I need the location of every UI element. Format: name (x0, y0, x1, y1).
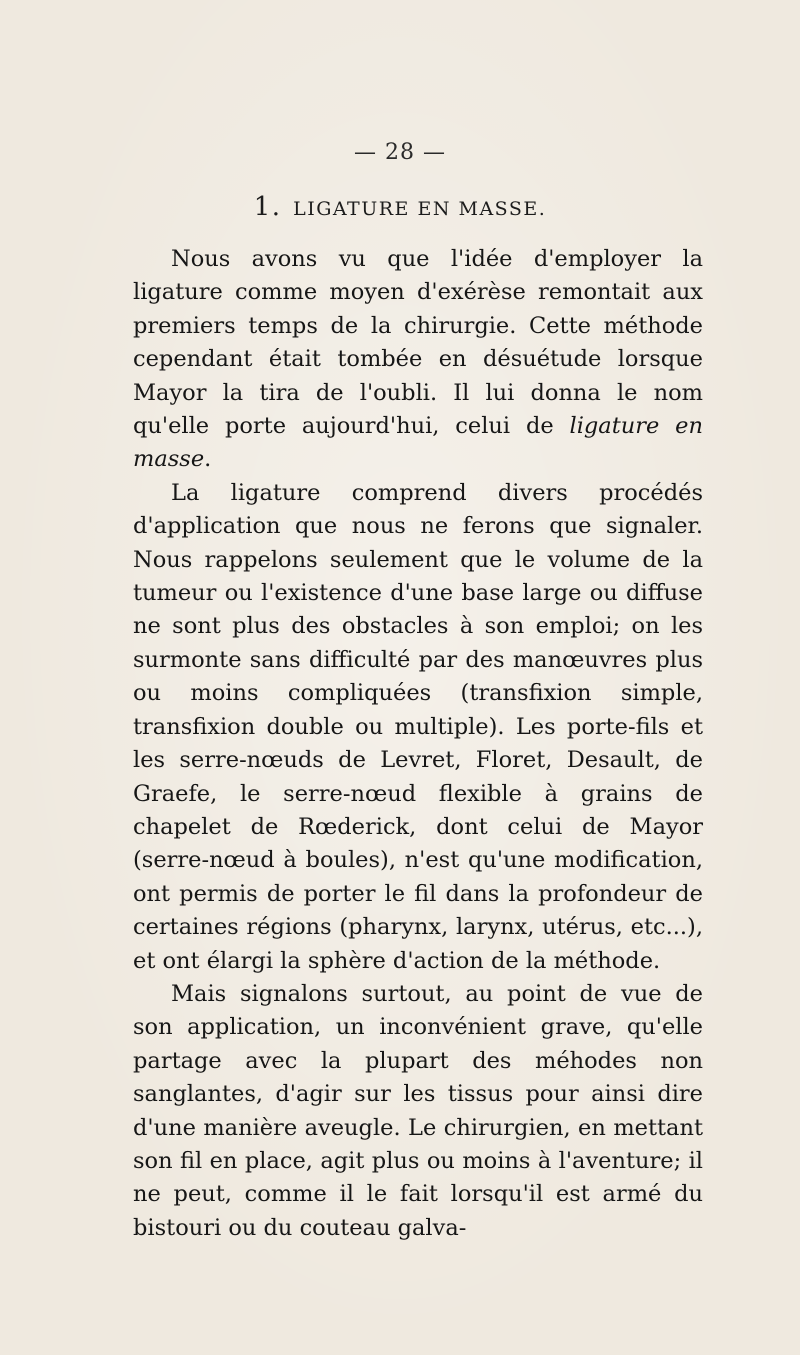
body-text (133, 243, 703, 1245)
paragraph-1 (133, 243, 703, 477)
paragraph-1-end: . (204, 446, 212, 473)
section-heading (0, 192, 800, 222)
paragraph-3: Mais signalons surtout, au point de vue de son application, un inconvénient grave, qu'elle partage avec la plupart des méhodes non sanglantes, d'agir sur les tissus pour ainsi dire d'une manière aveugle. Le chirurgien, en mettant son fil en place, agit plus ou moins à l'aventure; il ne peut, comme il le fait lorsqu'il est armé du bistouri ou du couteau galva- (133, 980, 703, 1241)
paragraph-2: La ligature comprend divers procédés d'application que nous ne ferons que signaler. Nous rappelons seulement que le volume de la tumeur ou l'existence d'une base large ou diffuse ne sont plus des obstacles à son emploi; on les surmonte sans difficulté par des manœuvres plus ou moins compliquées (transfixion simple, transfixion double ou multiple). Les porte-fils et les serre-nœuds de Levret, Floret, Desault, de Graefe, le serre-nœud flexible à grains de chapelet de Rœderick, dont celui de Mayor (serre-nœud à boules), n'est qu'une modification, ont permis de porter le fil dans la profondeur de certaines régions (pharynx, larynx, utérus, etc...), et ont élargi la sphère d'action de la méthode. (133, 479, 703, 974)
emphasis-ligature-en-masse: ligature en masse (133, 413, 703, 473)
page-number: — 28 — (354, 140, 446, 165)
paragraph-1-text: Nous avons vu que l'idée d'employer la ligature comme moyen d'exérèse remontait aux premiers temps de la chirurgie. Cette méthode cependant était tombée en désuétude lorsque Mayor la tira de l'oubli. Il lui donna le nom qu'elle porte aujourd'hui, celui de (133, 246, 703, 440)
section-title: LIGATURE EN MASSE. (293, 198, 547, 220)
section-number: 1. (253, 192, 282, 222)
